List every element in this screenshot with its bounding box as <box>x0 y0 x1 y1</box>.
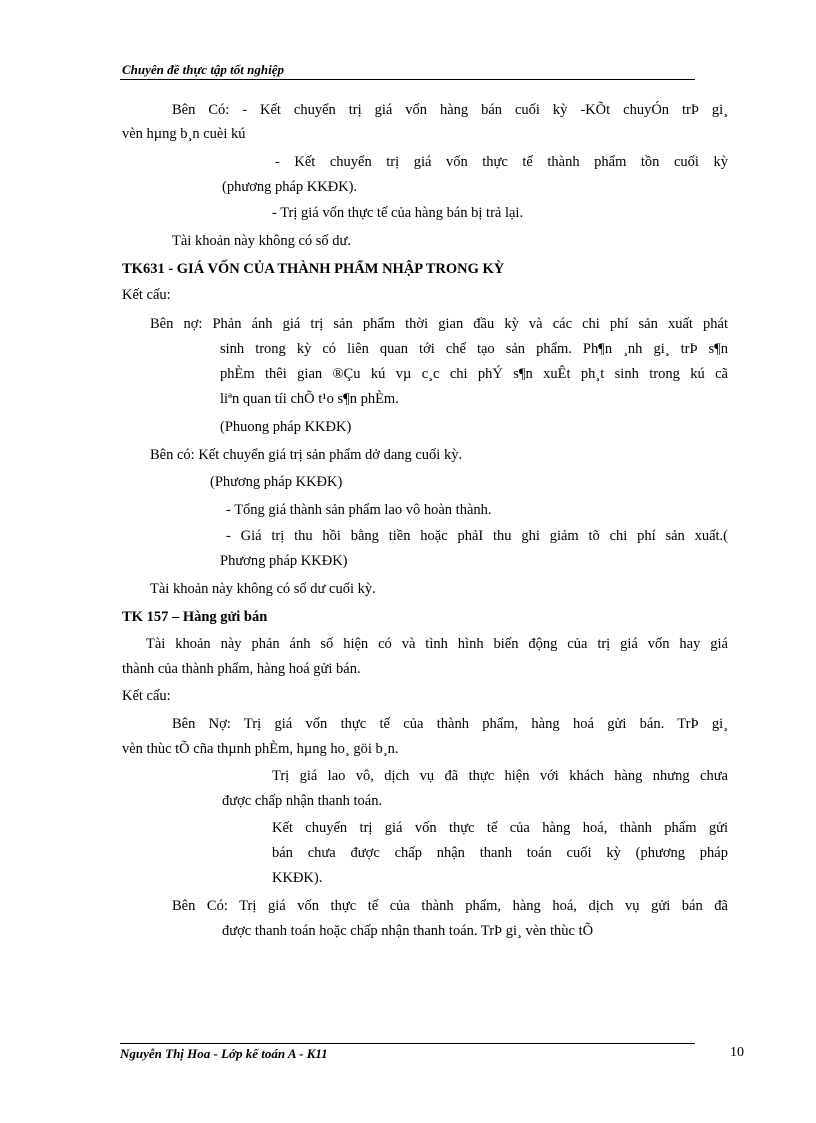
text-line: (Phuong pháp KKĐK) <box>220 419 352 435</box>
text-line: Tài khoản này không có số dư. <box>172 233 352 249</box>
text-line: - Kết chuyển trị giá vốn thực tế thành phẩm tồn cuối kỳ <box>275 154 728 170</box>
text-line: vèn hµng b¸n cuèi kú <box>122 126 246 142</box>
text-line: Kết cấu: <box>122 287 171 303</box>
header-title: Chuyên đề thực tập tốt nghiệp <box>122 62 284 77</box>
text-line: thành của thành phẩm, hàng hoá gửi bán. <box>122 661 361 677</box>
text-line: - Trị giá vốn thực tế của hàng bán bị trả lại. <box>272 205 524 221</box>
footer-author: Nguyễn Thị Hoa - Lớp kế toán A - K11 <box>120 1046 328 1061</box>
text-line: Kết cấu: <box>122 688 171 704</box>
text-line: Tài khoản này phản ánh số hiện có và tình hình biến động của trị giá vốn hay giá <box>146 636 728 652</box>
text-line: (phương pháp KKĐK). <box>222 179 358 195</box>
text-line: bán chưa được chấp nhận thanh toán cuối kỳ (phương pháp <box>272 845 728 861</box>
text-line: Phương pháp KKĐK) <box>220 553 348 569</box>
text-line: vèn thùc tÕ cña thµnh phÈm, hµng ho¸ göi b¸n. <box>122 741 399 757</box>
text-line: sinh trong kỳ có liên quan tới chế tạo sản phẩm. Ph¶n ¸nh gi¸ trÞ s¶n <box>220 341 728 357</box>
text-line: (Phương pháp KKĐK) <box>210 474 343 490</box>
text-line: Bên Nợ: Trị giá vốn thực tế của thành phẩm, hàng hoá gửi bán. TrÞ gi¸ <box>172 716 728 732</box>
text-line: phÈm thêi gian ®Çu kú vµ c¸c chi phÝ s¶n xuÊt ph¸t sinh trong kú cã <box>220 366 728 382</box>
text-line: Bên Có: - Kết chuyển trị giá vốn hàng bán cuối kỳ -KÕt chuyÓn trÞ gi¸ <box>172 102 728 118</box>
text-line: Bên Có: Trị giá vốn thực tế của thành phẩm, hàng hoá, dịch vụ gửi bán đã <box>172 898 728 914</box>
text-line: được thanh toán hoặc chấp nhận thanh toán. TrÞ gi¸ vèn thùc tÕ <box>222 923 594 939</box>
text-line: KKĐK). <box>272 870 323 886</box>
text-line: - Giá trị thu hồi bằng tiền hoặc phảI thu ghi giảm tõ chi phí sản xuất.( <box>226 528 728 544</box>
text-line: Bên có: Kết chuyển giá trị sản phẩm dở dang cuối kỳ. <box>150 447 463 463</box>
section-heading: TK631 - GIÁ VỐN CỦA THÀNH PHẨM NHẬP TRONG KỲ <box>122 261 505 277</box>
text-line: Bên nợ: Phản ánh giá trị sản phẩm thời gian đầu kỳ và các chi phí sản xuất phát <box>150 316 728 332</box>
page-number: 10 <box>730 1045 744 1060</box>
text-line: Tài khoản này không có số dư cuối kỳ. <box>150 581 376 597</box>
header-rule <box>120 79 695 80</box>
text-line: Trị giá lao vô, dịch vụ đã thực hiện với khách hàng nhưng chưa <box>272 768 728 784</box>
text-line: - Tổng giá thành sản phẩm lao vô hoàn thành. <box>226 502 492 518</box>
text-line: Kết chuyển trị giá vốn thực tế của hàng hoá, thành phẩm gửi <box>272 820 728 836</box>
section-heading: TK 157 – Hàng gửi bán <box>122 609 268 625</box>
text-line: liªn quan tíi chÕ t¹o s¶n phÈm. <box>220 391 399 407</box>
text-line: được chấp nhận thanh toán. <box>222 793 383 809</box>
footer-rule <box>120 1043 695 1044</box>
